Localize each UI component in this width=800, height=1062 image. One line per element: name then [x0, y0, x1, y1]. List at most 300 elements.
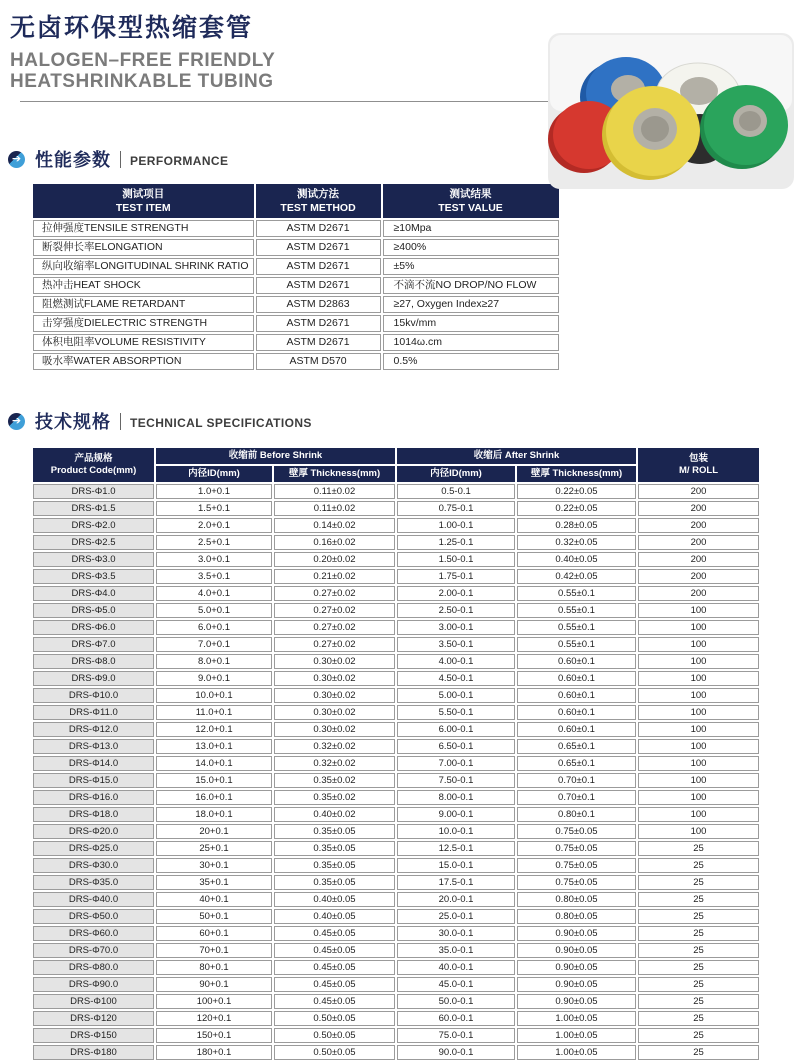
- col-test-item-en: TEST ITEM: [115, 202, 171, 215]
- after-thickness-cell: 0.32±0.05: [517, 535, 636, 550]
- test-item-cell: 拉伸强度TENSILE STRENGTH: [33, 220, 254, 237]
- spec-row: [33, 773, 759, 788]
- specs-title-en: TECHNICAL SPECIFICATIONS: [120, 413, 312, 430]
- product-code-cell: DRS-Φ25.0: [33, 841, 154, 856]
- product-code-cell: DRS-Φ18.0: [33, 807, 154, 822]
- test-method-cell: ASTM D2671: [256, 334, 381, 351]
- after-thickness-cell: 0.28±0.05: [517, 518, 636, 533]
- before-id-cell: 5.0+0.1: [156, 603, 272, 618]
- product-code-cell: DRS-Φ1.5: [33, 501, 154, 516]
- before-id-cell: 70+0.1: [156, 943, 272, 958]
- before-id-cell: 3.0+0.1: [156, 552, 272, 567]
- after-id-cell: 2.50-0.1: [397, 603, 515, 618]
- after-thickness-cell: 0.22±0.05: [517, 484, 636, 499]
- before-thickness-cell: 0.45±0.05: [274, 943, 395, 958]
- package-cell: 100: [638, 807, 759, 822]
- performance-row: [33, 353, 559, 370]
- after-id-cell: 40.0-0.1: [397, 960, 515, 975]
- spec-row: [33, 1011, 759, 1026]
- spec-header-row-1: [33, 448, 759, 464]
- before-thickness-cell: 0.30±0.02: [274, 654, 395, 669]
- arrow-right-circle-icon: ➔: [8, 413, 25, 430]
- performance-header-row: [33, 184, 559, 218]
- before-thickness-cell: 0.45±0.05: [274, 960, 395, 975]
- before-thickness-cell: 0.16±0.02: [274, 535, 395, 550]
- before-id-cell: 180+0.1: [156, 1045, 272, 1060]
- page-title-chinese: 无卤环保型热缩套管: [10, 14, 254, 42]
- after-thickness-cell: 0.65±0.1: [517, 756, 636, 771]
- before-id-cell: 8.0+0.1: [156, 654, 272, 669]
- after-id-cell: 50.0-0.1: [397, 994, 515, 1009]
- col-before-thickness: 壁厚 Thickness(mm): [274, 466, 395, 482]
- before-thickness-cell: 0.35±0.02: [274, 773, 395, 788]
- specs-section-header: [8, 408, 800, 434]
- performance-table-body: [33, 220, 559, 370]
- tubing-roll-yellow-hole: [641, 116, 669, 142]
- package-cell: 100: [638, 756, 759, 771]
- product-code-cell: DRS-Φ14.0: [33, 756, 154, 771]
- performance-row: [33, 315, 559, 332]
- product-code-cell: DRS-Φ8.0: [33, 654, 154, 669]
- before-thickness-cell: 0.35±0.05: [274, 841, 395, 856]
- test-item-cell: 断裂伸长率ELONGATION: [33, 239, 254, 256]
- spec-row: [33, 892, 759, 907]
- test-item-cell: 热冲击HEAT SHOCK: [33, 277, 254, 294]
- spec-table-body: [33, 484, 759, 1060]
- after-id-cell: 0.75-0.1: [397, 501, 515, 516]
- before-id-cell: 6.0+0.1: [156, 620, 272, 635]
- spec-row: [33, 960, 759, 975]
- col-test-item-zh: 测试项目: [122, 188, 165, 201]
- before-thickness-cell: 0.32±0.02: [274, 739, 395, 754]
- before-thickness-cell: 0.50±0.05: [274, 1028, 395, 1043]
- after-id-cell: 8.00-0.1: [397, 790, 515, 805]
- product-code-cell: DRS-Φ30.0: [33, 858, 154, 873]
- col-test-item: [33, 184, 254, 218]
- performance-title-zh: 性能参数: [35, 150, 111, 171]
- after-thickness-cell: 0.75±0.05: [517, 824, 636, 839]
- after-thickness-cell: 0.55±0.1: [517, 603, 636, 618]
- package-cell: 100: [638, 790, 759, 805]
- package-cell: 25: [638, 892, 759, 907]
- before-id-cell: 10.0+0.1: [156, 688, 272, 703]
- spec-row: [33, 722, 759, 737]
- before-id-cell: 12.0+0.1: [156, 722, 272, 737]
- package-cell: 200: [638, 586, 759, 601]
- before-thickness-cell: 0.40±0.05: [274, 909, 395, 924]
- test-value-cell: 1014ω.cm: [383, 334, 559, 351]
- spec-row: [33, 518, 759, 533]
- test-value-cell: 不滴不流NO DROP/NO FLOW: [383, 277, 559, 294]
- product-code-cell: DRS-Φ180: [33, 1045, 154, 1060]
- spec-row: [33, 977, 759, 992]
- after-thickness-cell: 0.90±0.05: [517, 943, 636, 958]
- after-thickness-cell: 0.60±0.1: [517, 671, 636, 686]
- col-before-id: 内径ID(mm): [156, 466, 272, 482]
- before-id-cell: 60+0.1: [156, 926, 272, 941]
- after-thickness-cell: 0.80±0.05: [517, 909, 636, 924]
- after-id-cell: 25.0-0.1: [397, 909, 515, 924]
- before-id-cell: 16.0+0.1: [156, 790, 272, 805]
- before-id-cell: 2.5+0.1: [156, 535, 272, 550]
- after-thickness-cell: 0.42±0.05: [517, 569, 636, 584]
- spec-row: [33, 637, 759, 652]
- col-test-value-en: TEST VALUE: [438, 202, 503, 215]
- spec-row: [33, 1028, 759, 1043]
- test-method-cell: ASTM D2671: [256, 220, 381, 237]
- product-code-cell: DRS-Φ13.0: [33, 739, 154, 754]
- before-id-cell: 7.0+0.1: [156, 637, 272, 652]
- before-thickness-cell: 0.30±0.02: [274, 705, 395, 720]
- package-cell: 25: [638, 943, 759, 958]
- product-code-cell: DRS-Φ5.0: [33, 603, 154, 618]
- performance-table: [31, 182, 561, 372]
- test-item-cell: 体积电阻率VOLUME RESISTIVITY: [33, 334, 254, 351]
- package-cell: 100: [638, 671, 759, 686]
- col-test-method-en: TEST METHOD: [280, 202, 356, 215]
- group-before-shrink: 收缩前 Before Shrink: [156, 448, 395, 464]
- test-item-cell: 阻燃测试FLAME RETARDANT: [33, 296, 254, 313]
- product-code-cell: DRS-Φ7.0: [33, 637, 154, 652]
- after-thickness-cell: 0.70±0.1: [517, 773, 636, 788]
- after-id-cell: 7.50-0.1: [397, 773, 515, 788]
- test-value-cell: ±5%: [383, 258, 559, 275]
- package-cell: 25: [638, 1045, 759, 1060]
- spec-row: [33, 994, 759, 1009]
- after-id-cell: 1.00-0.1: [397, 518, 515, 533]
- after-id-cell: 0.5-0.1: [397, 484, 515, 499]
- product-code-cell: DRS-Φ50.0: [33, 909, 154, 924]
- package-cell: 100: [638, 705, 759, 720]
- product-code-cell: DRS-Φ20.0: [33, 824, 154, 839]
- after-thickness-cell: 0.22±0.05: [517, 501, 636, 516]
- spec-table: [31, 446, 761, 1062]
- package-cell: 200: [638, 501, 759, 516]
- after-thickness-cell: 0.60±0.1: [517, 705, 636, 720]
- product-code-cell: DRS-Φ2.5: [33, 535, 154, 550]
- after-id-cell: 9.00-0.1: [397, 807, 515, 822]
- test-method-cell: ASTM D2671: [256, 239, 381, 256]
- after-id-cell: 3.50-0.1: [397, 637, 515, 652]
- before-thickness-cell: 0.30±0.02: [274, 688, 395, 703]
- col-after-id: 内径ID(mm): [397, 466, 515, 482]
- after-thickness-cell: 0.75±0.05: [517, 875, 636, 890]
- package-cell: 25: [638, 909, 759, 924]
- after-thickness-cell: 0.90±0.05: [517, 926, 636, 941]
- after-thickness-cell: 0.60±0.1: [517, 688, 636, 703]
- before-id-cell: 4.0+0.1: [156, 586, 272, 601]
- after-id-cell: 20.0-0.1: [397, 892, 515, 907]
- before-thickness-cell: 0.45±0.05: [274, 926, 395, 941]
- after-thickness-cell: 0.70±0.1: [517, 790, 636, 805]
- col-test-method-zh: 测试方法: [297, 188, 340, 201]
- after-id-cell: 15.0-0.1: [397, 858, 515, 873]
- col-test-method: [256, 184, 381, 218]
- after-thickness-cell: 0.90±0.05: [517, 977, 636, 992]
- product-code-cell: DRS-Φ6.0: [33, 620, 154, 635]
- after-thickness-cell: 0.80±0.05: [517, 892, 636, 907]
- package-cell: 25: [638, 1011, 759, 1026]
- package-cell: 100: [638, 688, 759, 703]
- product-code-cell: DRS-Φ4.0: [33, 586, 154, 601]
- before-id-cell: 25+0.1: [156, 841, 272, 856]
- after-thickness-cell: 1.00±0.05: [517, 1045, 636, 1060]
- spec-row: [33, 790, 759, 805]
- test-method-cell: ASTM D2671: [256, 277, 381, 294]
- package-cell: 25: [638, 960, 759, 975]
- package-cell: 100: [638, 620, 759, 635]
- col-product-code-en: Product Code(mm): [50, 465, 137, 477]
- package-cell: 25: [638, 1028, 759, 1043]
- package-cell: 100: [638, 773, 759, 788]
- spec-row: [33, 501, 759, 516]
- after-thickness-cell: 1.00±0.05: [517, 1011, 636, 1026]
- before-id-cell: 18.0+0.1: [156, 807, 272, 822]
- after-id-cell: 7.00-0.1: [397, 756, 515, 771]
- after-id-cell: 1.25-0.1: [397, 535, 515, 550]
- spec-row: [33, 620, 759, 635]
- spec-row: [33, 943, 759, 958]
- product-code-cell: DRS-Φ1.0: [33, 484, 154, 499]
- test-item-cell: 纵向收缩率LONGITUDINAL SHRINK RATIO: [33, 258, 254, 275]
- before-thickness-cell: 0.50±0.05: [274, 1045, 395, 1060]
- before-id-cell: 90+0.1: [156, 977, 272, 992]
- performance-row: [33, 296, 559, 313]
- before-thickness-cell: 0.45±0.05: [274, 977, 395, 992]
- after-thickness-cell: 0.90±0.05: [517, 994, 636, 1009]
- product-photo: [548, 33, 794, 189]
- before-thickness-cell: 0.32±0.02: [274, 756, 395, 771]
- spec-row: [33, 603, 759, 618]
- after-thickness-cell: 1.00±0.05: [517, 1028, 636, 1043]
- before-thickness-cell: 0.27±0.02: [274, 620, 395, 635]
- test-item-cell: 击穿强度DIELECTRIC STRENGTH: [33, 315, 254, 332]
- after-id-cell: 10.0-0.1: [397, 824, 515, 839]
- spec-row: [33, 841, 759, 856]
- test-value-cell: ≥27, Oxygen Index≥27: [383, 296, 559, 313]
- test-method-cell: ASTM D570: [256, 353, 381, 370]
- performance-title-en: PERFORMANCE: [120, 151, 228, 168]
- after-id-cell: 75.0-0.1: [397, 1028, 515, 1043]
- package-cell: 25: [638, 977, 759, 992]
- col-package-en: M/ ROLL: [678, 465, 719, 477]
- test-item-cell: 吸水率WATER ABSORPTION: [33, 353, 254, 370]
- spec-row: [33, 1045, 759, 1060]
- package-cell: 200: [638, 552, 759, 567]
- before-id-cell: 9.0+0.1: [156, 671, 272, 686]
- before-id-cell: 15.0+0.1: [156, 773, 272, 788]
- product-code-cell: DRS-Φ150: [33, 1028, 154, 1043]
- after-thickness-cell: 0.40±0.05: [517, 552, 636, 567]
- after-thickness-cell: 0.65±0.1: [517, 739, 636, 754]
- col-package-zh: 包装: [688, 453, 708, 465]
- spec-row: [33, 552, 759, 567]
- before-id-cell: 20+0.1: [156, 824, 272, 839]
- after-id-cell: 45.0-0.1: [397, 977, 515, 992]
- package-cell: 100: [638, 603, 759, 618]
- performance-row: [33, 220, 559, 237]
- before-id-cell: 50+0.1: [156, 909, 272, 924]
- before-thickness-cell: 0.30±0.02: [274, 722, 395, 737]
- test-value-cell: ≥10Mpa: [383, 220, 559, 237]
- performance-row: [33, 277, 559, 294]
- after-id-cell: 30.0-0.1: [397, 926, 515, 941]
- after-thickness-cell: 0.90±0.05: [517, 960, 636, 975]
- spec-row: [33, 535, 759, 550]
- after-id-cell: 3.00-0.1: [397, 620, 515, 635]
- before-thickness-cell: 0.35±0.05: [274, 875, 395, 890]
- product-code-cell: DRS-Φ12.0: [33, 722, 154, 737]
- package-cell: 200: [638, 518, 759, 533]
- package-cell: 25: [638, 994, 759, 1009]
- col-test-value: [383, 184, 559, 218]
- after-thickness-cell: 0.75±0.05: [517, 841, 636, 856]
- product-code-cell: DRS-Φ35.0: [33, 875, 154, 890]
- package-cell: 200: [638, 569, 759, 584]
- product-code-cell: DRS-Φ60.0: [33, 926, 154, 941]
- spec-row: [33, 858, 759, 873]
- package-cell: 100: [638, 722, 759, 737]
- test-value-cell: ≥400%: [383, 239, 559, 256]
- after-id-cell: 12.5-0.1: [397, 841, 515, 856]
- package-cell: 200: [638, 484, 759, 499]
- before-id-cell: 2.0+0.1: [156, 518, 272, 533]
- spec-row: [33, 705, 759, 720]
- performance-row: [33, 239, 559, 256]
- before-id-cell: 1.0+0.1: [156, 484, 272, 499]
- test-method-cell: ASTM D2671: [256, 315, 381, 332]
- after-id-cell: 90.0-0.1: [397, 1045, 515, 1060]
- page-title-english-line2: HEATSHRINKABLE TUBING: [10, 71, 274, 93]
- package-cell: 100: [638, 637, 759, 652]
- col-product-code-zh: 产品规格: [74, 453, 113, 465]
- spec-row: [33, 586, 759, 601]
- after-thickness-cell: 0.55±0.1: [517, 620, 636, 635]
- spec-row: [33, 926, 759, 941]
- before-id-cell: 80+0.1: [156, 960, 272, 975]
- before-id-cell: 3.5+0.1: [156, 569, 272, 584]
- specs-title-zh: 技术规格: [35, 412, 111, 433]
- test-method-cell: ASTM D2863: [256, 296, 381, 313]
- after-id-cell: 2.00-0.1: [397, 586, 515, 601]
- after-id-cell: 6.50-0.1: [397, 739, 515, 754]
- spec-row: [33, 875, 759, 890]
- test-value-cell: 0.5%: [383, 353, 559, 370]
- product-code-cell: DRS-Φ70.0: [33, 943, 154, 958]
- spec-row: [33, 739, 759, 754]
- performance-row: [33, 258, 559, 275]
- before-thickness-cell: 0.27±0.02: [274, 586, 395, 601]
- after-id-cell: 17.5-0.1: [397, 875, 515, 890]
- group-after-shrink: 收缩后 After Shrink: [397, 448, 636, 464]
- before-thickness-cell: 0.30±0.02: [274, 671, 395, 686]
- after-id-cell: 60.0-0.1: [397, 1011, 515, 1026]
- spec-row: [33, 688, 759, 703]
- product-code-cell: DRS-Φ3.0: [33, 552, 154, 567]
- before-id-cell: 120+0.1: [156, 1011, 272, 1026]
- product-code-cell: DRS-Φ100: [33, 994, 154, 1009]
- package-cell: 200: [638, 535, 759, 550]
- spec-row: [33, 654, 759, 669]
- after-id-cell: 6.00-0.1: [397, 722, 515, 737]
- col-product-code: [33, 448, 154, 482]
- before-thickness-cell: 0.27±0.02: [274, 637, 395, 652]
- before-id-cell: 1.5+0.1: [156, 501, 272, 516]
- before-id-cell: 40+0.1: [156, 892, 272, 907]
- before-id-cell: 14.0+0.1: [156, 756, 272, 771]
- product-code-cell: DRS-Φ80.0: [33, 960, 154, 975]
- tubing-roll-green-hole: [739, 111, 761, 131]
- after-id-cell: 5.00-0.1: [397, 688, 515, 703]
- package-cell: 25: [638, 841, 759, 856]
- before-id-cell: 11.0+0.1: [156, 705, 272, 720]
- before-thickness-cell: 0.11±0.02: [274, 501, 395, 516]
- spec-row: [33, 671, 759, 686]
- after-id-cell: 1.50-0.1: [397, 552, 515, 567]
- product-code-cell: DRS-Φ120: [33, 1011, 154, 1026]
- before-id-cell: 30+0.1: [156, 858, 272, 873]
- spec-row: [33, 569, 759, 584]
- after-thickness-cell: 0.55±0.1: [517, 586, 636, 601]
- after-thickness-cell: 0.60±0.1: [517, 654, 636, 669]
- product-code-cell: DRS-Φ2.0: [33, 518, 154, 533]
- after-thickness-cell: 0.60±0.1: [517, 722, 636, 737]
- package-cell: 100: [638, 824, 759, 839]
- before-thickness-cell: 0.11±0.02: [274, 484, 395, 499]
- before-id-cell: 35+0.1: [156, 875, 272, 890]
- before-thickness-cell: 0.40±0.02: [274, 807, 395, 822]
- before-thickness-cell: 0.50±0.05: [274, 1011, 395, 1026]
- header-divider: [20, 101, 552, 102]
- arrow-right-circle-icon: ➔: [8, 151, 25, 168]
- package-cell: 25: [638, 926, 759, 941]
- before-thickness-cell: 0.40±0.05: [274, 892, 395, 907]
- col-test-value-zh: 测试结果: [449, 188, 492, 201]
- performance-row: [33, 334, 559, 351]
- product-code-cell: DRS-Φ10.0: [33, 688, 154, 703]
- before-thickness-cell: 0.14±0.02: [274, 518, 395, 533]
- spec-row: [33, 807, 759, 822]
- spec-row: [33, 824, 759, 839]
- after-id-cell: 4.00-0.1: [397, 654, 515, 669]
- test-value-cell: 15kv/mm: [383, 315, 559, 332]
- after-id-cell: 4.50-0.1: [397, 671, 515, 686]
- after-thickness-cell: 0.80±0.1: [517, 807, 636, 822]
- package-cell: 100: [638, 739, 759, 754]
- product-code-cell: DRS-Φ90.0: [33, 977, 154, 992]
- package-cell: 25: [638, 875, 759, 890]
- after-id-cell: 5.50-0.1: [397, 705, 515, 720]
- after-id-cell: 1.75-0.1: [397, 569, 515, 584]
- package-cell: 25: [638, 858, 759, 873]
- after-thickness-cell: 0.75±0.05: [517, 858, 636, 873]
- before-thickness-cell: 0.27±0.02: [274, 603, 395, 618]
- before-id-cell: 150+0.1: [156, 1028, 272, 1043]
- product-code-cell: DRS-Φ40.0: [33, 892, 154, 907]
- after-thickness-cell: 0.55±0.1: [517, 637, 636, 652]
- product-code-cell: DRS-Φ9.0: [33, 671, 154, 686]
- col-package: [638, 448, 759, 482]
- before-thickness-cell: 0.35±0.02: [274, 790, 395, 805]
- test-method-cell: ASTM D2671: [256, 258, 381, 275]
- package-cell: 100: [638, 654, 759, 669]
- page-title-english-line1: HALOGEN–FREE FRIENDLY: [10, 49, 276, 71]
- col-after-thickness: 壁厚 Thickness(mm): [517, 466, 636, 482]
- after-id-cell: 35.0-0.1: [397, 943, 515, 958]
- product-code-cell: DRS-Φ16.0: [33, 790, 154, 805]
- before-thickness-cell: 0.20±0.02: [274, 552, 395, 567]
- spec-row: [33, 756, 759, 771]
